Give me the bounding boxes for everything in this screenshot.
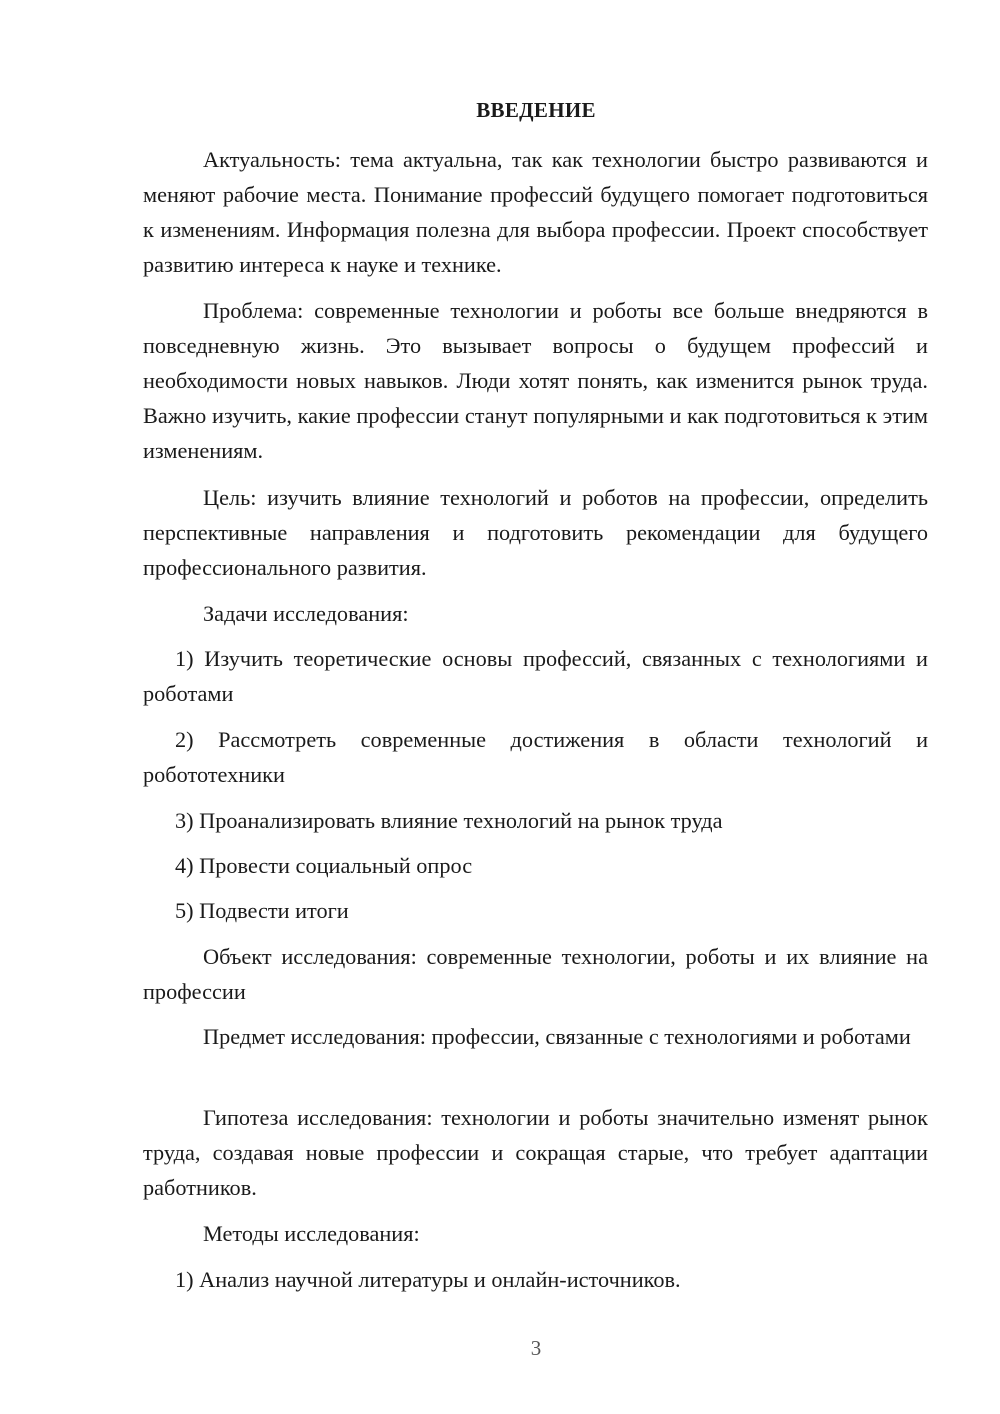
tasks-heading: Задачи исследования:	[203, 601, 409, 626]
methods-heading: Методы исследования:	[203, 1221, 420, 1246]
paragraph-object: Объект исследования: современные технологии, роботы и их влияние на профессии	[143, 944, 928, 1004]
task-item-3: 3) Проанализировать влияние технологий на рынок труда	[175, 808, 723, 833]
paragraph-subject: Предмет исследования: профессии, связанные с технологиями и роботами	[203, 1024, 911, 1049]
paragraph-goal: Цель: изучить влияние технологий и роботов на профессии, определить перспективные направления и подготовить рекомендации для будущего профессионального развития.	[143, 485, 928, 580]
paragraph-problem: Проблема: современные технологии и роботы все больше внедряются в повседневную жизнь. Это вызывает вопросы о будущем профессий и необходимости новых навыков. Люди хотят понять, как изменится рынок труда. Важно изучить, какие профессии станут популярными и как подготовиться к этим изменениям.	[143, 298, 928, 463]
task-item-1: 1) Изучить теоретические основы профессий, связанных с технологиями и роботами	[143, 646, 928, 706]
section-title: ВВЕДЕНИЕ	[476, 98, 596, 122]
page-number: 3	[530, 1336, 542, 1360]
task-item-5: 5) Подвести итоги	[175, 898, 349, 923]
paragraph-hypothesis: Гипотеза исследования: технологии и роботы значительно изменят рынок труда, создавая новые профессии и сокращая старые, что требует адаптации работников.	[143, 1105, 928, 1200]
task-item-4: 4) Провести социальный опрос	[175, 853, 473, 878]
task-item-2: 2) Рассмотреть современные достижения в области технологий и робототехники	[143, 727, 928, 787]
method-item-1: 1) Анализ научной литературы и онлайн-источников.	[175, 1267, 681, 1292]
paragraph-relevance: Актуальность: тема актуальна, так как технологии быстро развиваются и меняют рабочие места. Понимание профессий будущего помогает подготовиться к изменениям. Информация полезна для выбора профессии. Проект способствует развитию интереса к науке и технике.	[143, 147, 928, 277]
